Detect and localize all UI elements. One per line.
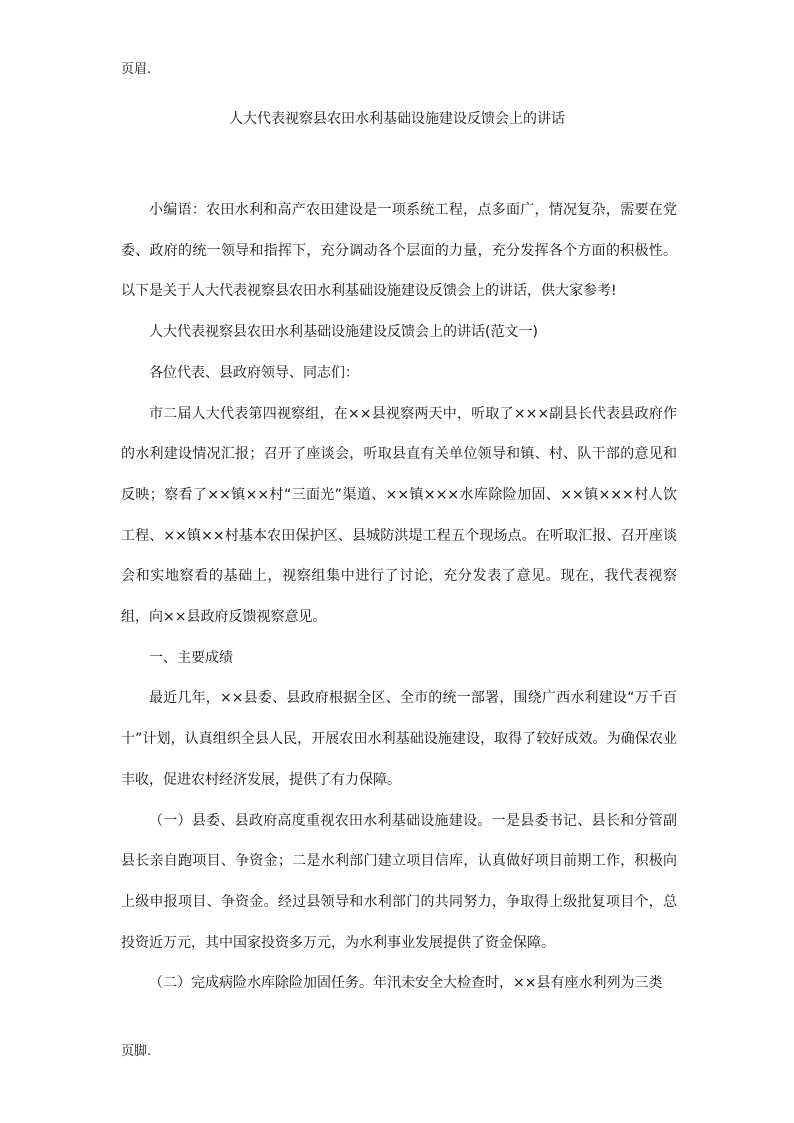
paragraph-body: 市二届人大代表第四视察组，在××县视察两天中，听取了×××副县长代表县政府作的水利建设情况汇报；召开了座谈会，听取县直有关单位领导和镇、村、队干部的意见和反映；察看了××镇××村“三面光”渠道、××镇×××水库除险加固、××镇×××村人饮工程、××镇××村基本农田保护区、县城防洪堤工程五个现场点。在听取汇报、召开座谈会和实地察看的基础上，视察组集中进行了讨论，充分发表了意见。现在，我代表视察组，向××县政府反馈视察意见。 [121,405,677,626]
paragraph-subtitle: 人大代表视察县农田水利基础设施建设反馈会上的讲话(范文一) [149,324,538,341]
paragraph-body: 最近几年，××县委、县政府根据全区、全市的统一部署，围绕广西水利建设“万千百十”计划，认真组织全县人民，开展农田水利基础设施建设，取得了较好成效。为确保农业丰收，促进农村经济发展，提供了有力保障。 [121,690,677,788]
document-title: 人大代表视察县农田水利基础设施建设反馈会上的讲话 [229,111,565,127]
page-header: 页眉. [121,62,152,77]
document-body [121,190,677,1004]
paragraph-body: （一）县委、县政府高度重视农田水利基础设施建设。一是县委书记、县长和分管副县长亲自跑项目、争资金；二是水利部门建立项目信库，认真做好项目前期工作，积极向上级申报项目、争资金。经过县领导和水利部门的共同努力，争取得上级批复项目个，总投资近万元，其中国家投资多万元，为水利事业发展提供了资金保障。 [121,812,677,951]
section-heading: 一、主要成绩 [149,649,233,666]
paragraph-intro: 小编语：农田水利和高产农田建设是一项系统工程，点多面广，情况复杂，需要在党委、政府的统一领导和指挥下，充分调动各个层面的力量，充分发挥各个方面的积极性。以下是关于人大代表视察县农田水利基础设施建设反馈会上的讲话，供大家参考! [121,202,677,300]
paragraph-body: （二）完成病险水库除险加固任务。年汛未安全大检查时，××县有座水利列为三类 [149,975,663,992]
page-footer: 页脚. [121,1044,152,1059]
paragraph-salutation: 各位代表、县政府领导、同志们： [149,364,359,381]
